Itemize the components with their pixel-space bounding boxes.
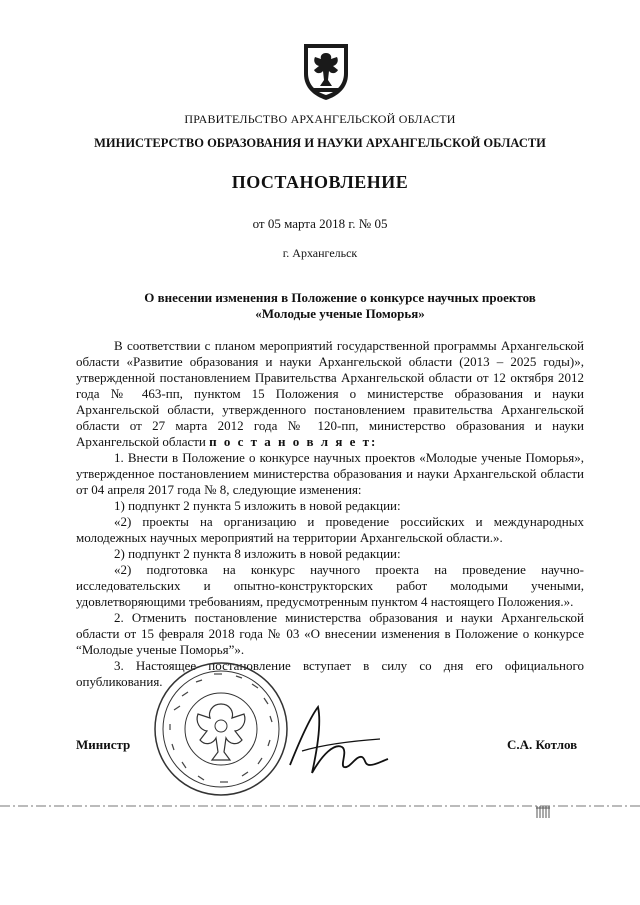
item-1-2: 2) подпункт 2 пункта 8 изложить в новой редакции: xyxy=(114,546,401,561)
item-2: 2. Отменить постановление министерства образования и науки Архангельской области от 15 февраля 2018 года № 03 «О внесении изменения в Положение о конкурсе “Молодые ученые Поморья”». xyxy=(76,610,584,657)
item-1-1-text: «2) проекты на организацию и проведение российских и международных молодежных научных мероприятий на территории Архангельской области.». xyxy=(76,514,584,545)
subject-line-1: О внесении изменения в Положение о конкурсе научных проектов xyxy=(144,290,536,305)
preamble-paragraph xyxy=(76,338,584,450)
ministry-name: МИНИСТЕРСТВО ОБРАЗОВАНИЯ И НАУКИ АРХАНГЕЛЬСКОЙ ОБЛАСТИ xyxy=(94,136,546,150)
document-subject xyxy=(100,290,580,322)
document-city: г. Архангельск xyxy=(282,246,358,260)
page-mark-icon xyxy=(535,805,551,819)
document-type: ПОСТАНОВЛЕНИЕ xyxy=(231,172,409,192)
signer-name: С.А. Котлов xyxy=(507,737,578,752)
document-date-number: от 05 марта 2018 г. № 05 xyxy=(252,216,388,231)
preamble-text: В соответствии с планом мероприятий государственной программы Архангельской области «Развитие образования и науки Архангельской области (2013 – 2025 годы)», утвержденной постановлением Правительства Архангельской области от 12 октября 2012 года № 463-пп, пунктом 15 Положения о министерстве образования и науки Архангельской области, утвержденного постановлением правительства Архангельской области от 27 марта 2012 года № 120-пп, министерство образования и науки Архангельской области xyxy=(76,338,584,449)
handwritten-signature xyxy=(282,695,392,785)
item-1: 1. Внести в Положение о конкурсе научных проектов «Молодые ученые Поморья», утвержденное постановлением министерства образования и науки Архангельской области от 04 апреля 2017 года № 8, следующие изменения: xyxy=(76,450,584,497)
resolves-word: п о с т а н о в л я е т: xyxy=(209,434,378,449)
item-1-2-text: «2) подготовка на конкурс научного проекта на проведение научно-исследовательских и опытно-конструкторских работ молодыми учеными, удовлетворяющими требованиям, предусмотренным пунктом 4 настоящего Положения.». xyxy=(76,562,584,609)
government-name: ПРАВИТЕЛЬСТВО АРХАНГЕЛЬСКОЙ ОБЛАСТИ xyxy=(184,112,456,126)
document-body xyxy=(76,338,584,690)
item-1-1: 1) подпункт 2 пункта 5 изложить в новой редакции: xyxy=(114,498,401,513)
official-seal-icon xyxy=(152,660,290,798)
subject-line-2: «Молодые ученые Поморья» xyxy=(255,306,425,321)
signer-position: Министр xyxy=(76,737,131,752)
coat-of-arms-icon xyxy=(300,40,352,102)
item-3: 3. Настоящее постановление вступает в силу со дня его официального опубликования. xyxy=(76,658,584,689)
